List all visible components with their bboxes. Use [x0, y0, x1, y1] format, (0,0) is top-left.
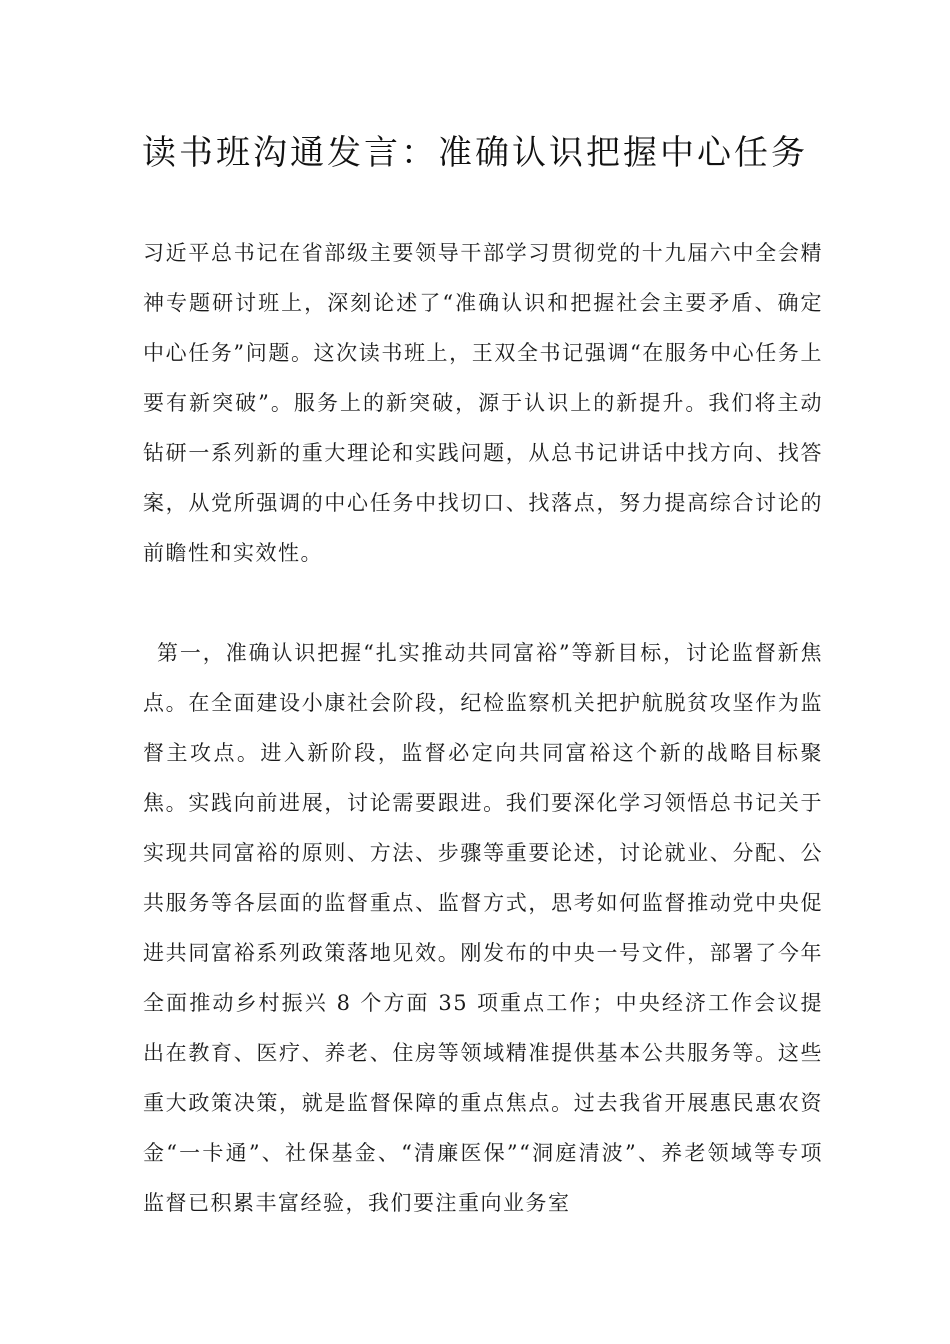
- paragraph-first-point: 第一，准确认识把握“扎实推动共同富裕”等新目标，讨论监督新焦点。在全面建设小康社会阶段，纪检监察机关把护航脱贫攻坚作为监督主攻点。进入新阶段，监督必定向共同富裕这个新的战略目标聚焦。实践向前进展，讨论需要跟进。我们要深化学习领悟总书记关于实现共同富裕的原则、方法、步骤等重要论述，讨论就业、分配、公共服务等各层面的监督重点、监督方式，思考如何监督推动党中央促进共同富裕系列政策落地见效。刚发布的中央一号文件，部署了今年全面推动乡村振兴 8 个方面 35 项重点工作；中央经济工作会议提出在教育、医疗、养老、住房等领域精准提供基本公共服务等。这些重大政策决策，就是监督保障的重点焦点。过去我省开展惠民惠农资金“一卡通”、社保基金、“清廉医保”“洞庭清波”、养老领域等专项监督已积累丰富经验，我们要注重向业务室: [143, 641, 823, 1215]
- paragraph-intro: 习近平总书记在省部级主要领导干部学习贯彻党的十九届六中全会精神专题研讨班上，深刻论述了“准确认识和把握社会主要矛盾、确定中心任务”问题。这次读书班上，王双全书记强调“在服务中心任务上要有新突破”。服务上的新突破，源于认识上的新提升。我们将主动钻研一系列新的重大理论和实践问题，从总书记讲话中找方向、找答案，从党所强调的中心任务中找切口、找落点，努力提高综合讨论的前瞻性和实效性。: [143, 241, 823, 565]
- document-title: 读书班沟通发言：准确认识把握中心任务: [142, 133, 808, 173]
